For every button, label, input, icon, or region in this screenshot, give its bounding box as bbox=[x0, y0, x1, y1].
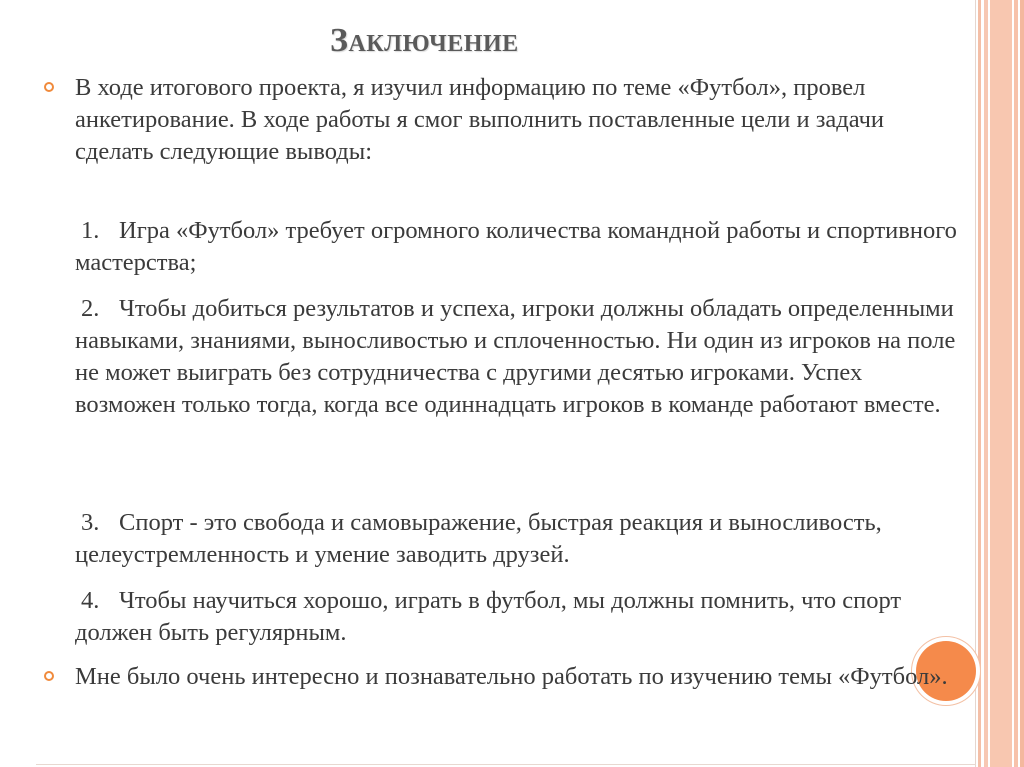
list-item bbox=[75, 215, 965, 279]
list-item bbox=[75, 507, 965, 571]
frame-bottom-line bbox=[36, 764, 976, 765]
decor-stripe bbox=[984, 0, 988, 767]
frame-right-line bbox=[975, 0, 976, 767]
bullet-icon bbox=[44, 671, 54, 681]
list-item-number: 2. bbox=[81, 295, 100, 322]
list-item bbox=[75, 293, 965, 421]
intro-paragraph: В ходе итогового проекта, я изучил информацию по теме «Футбол», провел анкетирование. В ходе работы я смог выполнить поставленные цели и задачи сделать следующие выводы: bbox=[75, 74, 885, 165]
decor-stripe bbox=[1020, 0, 1024, 767]
list-item-number: 4. bbox=[81, 587, 100, 614]
list-item bbox=[75, 585, 965, 649]
decor-stripe bbox=[1014, 0, 1018, 767]
decor-stripe bbox=[990, 0, 1012, 767]
list-item-number: 3. bbox=[81, 509, 100, 536]
slide-title: Заключение bbox=[330, 22, 519, 59]
decor-stripe bbox=[978, 0, 981, 767]
closing-paragraph: Мне было очень интересно и познавательно работать по изучению темы «Футбол». bbox=[75, 663, 948, 690]
bullet-icon bbox=[44, 82, 54, 92]
list-item-text: Спорт - это свобода и самовыражение, быстрая реакция и выносливость, целеустремленность и умение заводить друзей. bbox=[75, 509, 882, 568]
list-item-text: Чтобы добиться результатов и успеха, игроки должны обладать определенными навыками, знаниями, выносливостью и сплоченностью. Ни один из игроков на поле не может выиграть без сотрудничества с другими десятью игроками. Успех возможен только тогда, когда все одиннадцать игроков в команде работают вместе. bbox=[75, 295, 956, 418]
list-item-number: 1. bbox=[81, 217, 100, 244]
list-item-text: Чтобы научиться хорошо, играть в футбол, мы должны помнить, что спорт должен быть регулярным. bbox=[75, 587, 902, 646]
list-item-text: Игра «Футбол» требует огромного количества командной работы и спортивного мастерства; bbox=[75, 217, 957, 276]
